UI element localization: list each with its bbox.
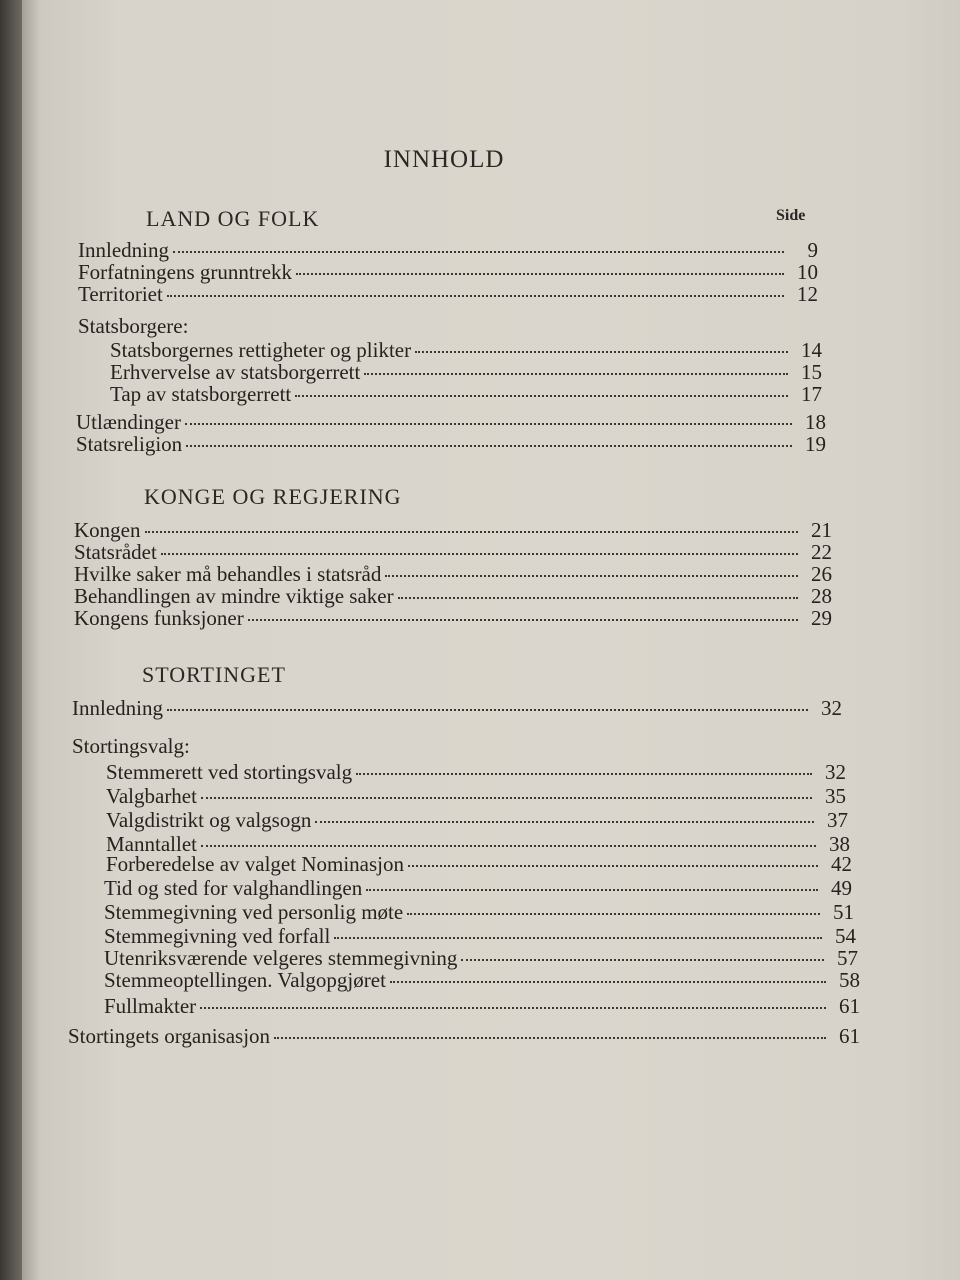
toc-group-label: Stortingsvalg: [72,734,190,758]
toc-entry-label: Innledning [78,238,169,262]
toc-entry-page: 38 [829,832,850,856]
toc-entry-label: Erhvervelse av statsborgerrett [110,360,361,384]
toc-entry-page: 35 [825,784,846,808]
dot-leader [296,273,784,275]
dot-leader [185,423,792,425]
page-column-label: Side [776,207,806,224]
dot-leader [398,597,798,599]
toc-entry [106,808,848,833]
toc-entry-page: 37 [827,808,848,832]
toc-entry-label: Valgdistrikt og valgsogn [106,808,312,832]
toc-entry-label: Manntallet [106,832,197,856]
dot-leader [364,373,788,375]
dot-leader [248,619,798,621]
toc-entry [104,994,860,1019]
dot-leader [173,251,784,253]
toc-entry-label: Statsborgernes rettigheter og plikter [110,338,412,362]
toc-entry-page: 21 [811,518,832,542]
dot-leader [385,575,798,577]
toc-entry [106,852,852,877]
toc-entry-page: 57 [837,946,858,970]
dot-leader [415,351,788,353]
toc-entry-label: Stemmeoptellingen. Valgopgjøret [104,968,386,992]
toc-entry-page: 22 [811,540,832,564]
toc-entry-page: 14 [801,338,822,362]
page-title: INNHOLD [383,146,505,173]
toc-entry-page: 29 [811,606,832,630]
toc-entry-label: Hvilke saker må behandles i statsråd [74,562,382,586]
dot-leader [274,1037,826,1039]
dot-leader [315,821,814,823]
toc-entry [110,382,822,407]
toc-entry-page: 49 [831,876,852,900]
toc-entry-label: Stortingets organisasjon [68,1024,271,1048]
dot-leader [390,981,826,983]
toc-entry [104,968,860,993]
dot-leader [407,913,820,915]
toc-entry-label: Utlændinger [76,410,181,434]
toc-entry-label: Stemmegivning ved forfall [104,924,331,948]
toc-entry-page: 28 [811,584,832,608]
toc-entry-page: 51 [833,900,854,924]
dot-leader [356,773,812,775]
toc-entry [76,432,826,457]
dot-leader [186,445,792,447]
toc-entry-label: Statsreligion [76,432,183,456]
dot-leader [295,395,788,397]
book-spine-shadow [0,0,22,1280]
dot-leader [408,865,818,867]
toc-entry-page: 12 [797,282,818,306]
toc-entry-page: 18 [805,410,826,434]
toc-entry-page: 61 [839,994,860,1018]
toc-entry-label: Tap av statsborgerrett [110,382,292,406]
toc-entry-page: 42 [831,852,852,876]
toc-entry-label: Utenriksværende velgeres stemmegivning [104,946,458,970]
toc-entry-page: 15 [801,360,822,384]
toc-entry-label: Innledning [72,696,163,720]
toc-entry-page: 19 [805,432,826,456]
toc-entry [106,760,846,785]
toc-entry [78,282,818,307]
toc-entry-label: Kongens funksjoner [74,606,244,630]
toc-entry-page: 10 [797,260,818,284]
section-heading-stortinget: STORTINGET [142,662,286,687]
toc-entry-label: Valgbarhet [106,784,197,808]
toc-entry [74,606,832,631]
toc-entry-label: Forfatningens grunntrekk [78,260,293,284]
toc-entry-label: Statsrådet [74,540,157,564]
toc-entry-label: Stemmegivning ved personlig møte [104,900,404,924]
dot-leader [167,709,808,711]
dot-leader [461,959,824,961]
dot-leader [161,553,798,555]
toc-entry-page: 54 [835,924,856,948]
toc-entry-label: Behandlingen av mindre viktige saker [74,584,394,608]
dot-leader [334,937,822,939]
toc-entry-page: 32 [825,760,846,784]
dot-leader [200,1007,826,1009]
toc-entry-label: Fullmakter [104,994,197,1018]
toc-entry-page: 61 [839,1024,860,1048]
dot-leader [366,889,818,891]
toc-entry [104,876,852,901]
toc-entry [72,696,842,721]
toc-entry-label: Territoriet [78,282,163,306]
dot-leader [145,531,799,533]
toc-entry [106,784,846,809]
section-heading-land-og-folk: LAND OG FOLK [146,206,320,231]
toc-entry [68,1024,860,1049]
section-heading-konge-og-regjering: KONGE OG REGJERING [144,484,402,509]
toc-entry-label: Stemmerett ved stortingsvalg [106,760,353,784]
toc-entry-label: Tid og sted for valghandlingen [104,876,363,900]
dot-leader [201,845,816,847]
toc-entry-page: 17 [801,382,822,406]
toc-entry-page: 32 [821,696,842,720]
toc-entry-label: Forberedelse av valget Nominasjon [106,852,404,876]
toc-entry-page: 9 [807,238,818,262]
toc-entry-page: 58 [839,968,860,992]
toc-group-label: Statsborgere: [78,314,189,338]
toc-entry-label: Kongen [74,518,141,542]
dot-leader [167,295,784,297]
toc-entry [104,900,854,925]
toc-entry-page: 26 [811,562,832,586]
dot-leader [201,797,812,799]
